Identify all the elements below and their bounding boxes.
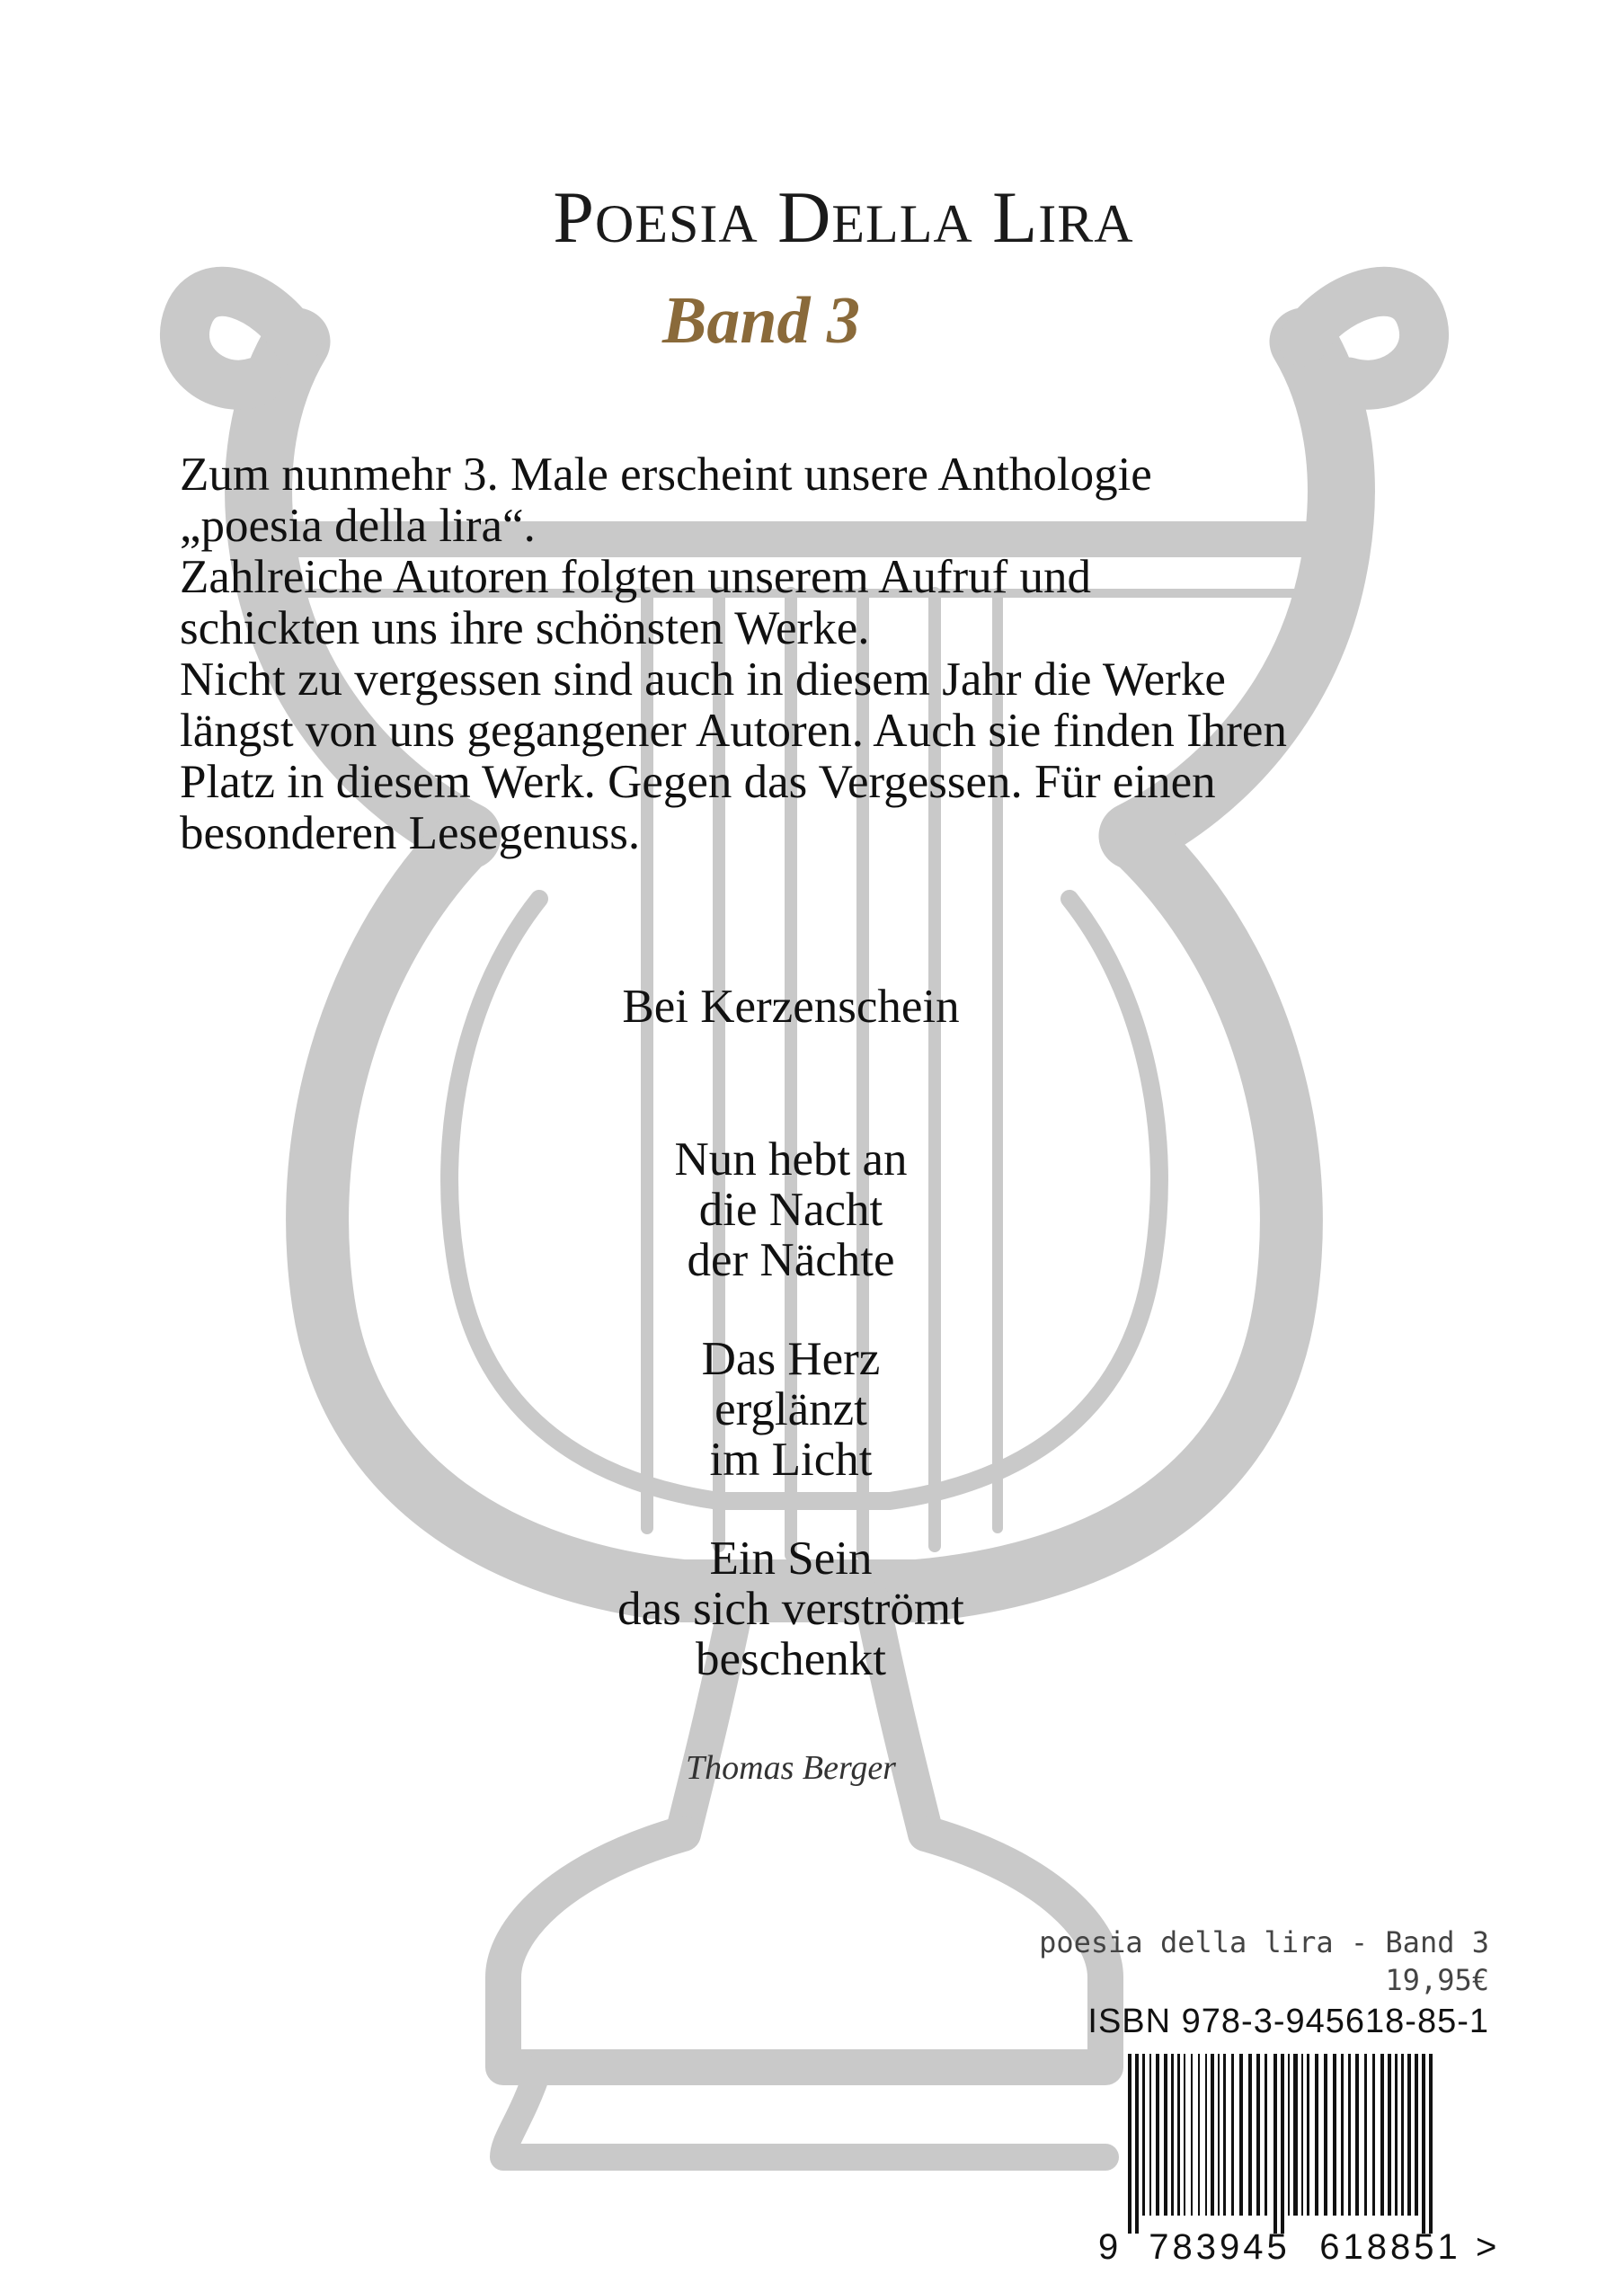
poem-line: Ein Sein bbox=[709, 1532, 873, 1585]
barcode-bar bbox=[1256, 2054, 1260, 2216]
barcode-bar bbox=[1301, 2054, 1303, 2216]
poem-author: Thomas Berger bbox=[686, 1749, 896, 1787]
title-word-2: DELLA bbox=[777, 176, 973, 258]
series-label: poesia della lira - Band 3 bbox=[1039, 1925, 1489, 1959]
barcode-bar bbox=[1364, 2054, 1367, 2216]
barcode-bar bbox=[1164, 2054, 1167, 2216]
poem-line: das sich verströmt bbox=[617, 1583, 964, 1635]
poem-line: die Nacht bbox=[698, 1184, 883, 1236]
barcode-bar bbox=[1265, 2054, 1267, 2216]
intro-line: längst von uns gegangener Autoren. Auch sie finden Ihren bbox=[180, 705, 1287, 757]
barcode-left-digits: 783945 bbox=[1149, 2227, 1291, 2267]
poem-stanza-2 bbox=[0, 1334, 1582, 1485]
price-label: 19,95€ bbox=[1385, 1963, 1489, 1997]
barcode-bar bbox=[1184, 2054, 1185, 2216]
intro-line: Nicht zu vergessen sind auch in diesem Jahr die Werke bbox=[180, 653, 1226, 706]
barcode-bar bbox=[1341, 2054, 1344, 2216]
barcode-bar bbox=[1205, 2054, 1207, 2216]
barcode-bar bbox=[1142, 2054, 1145, 2216]
poem-line: der Nächte bbox=[687, 1234, 895, 1286]
barcode-bar bbox=[1191, 2054, 1193, 2216]
poem-line: beschenkt bbox=[696, 1633, 886, 1685]
barcode-bar bbox=[1231, 2054, 1234, 2216]
barcode bbox=[1128, 2054, 1496, 2234]
barcode-bar bbox=[1198, 2054, 1200, 2216]
barcode-end-marker: > bbox=[1476, 2227, 1497, 2267]
intro-line: Zahlreiche Autoren folgten unserem Aufruf und bbox=[180, 551, 1092, 603]
poem-stanza-3 bbox=[0, 1533, 1582, 1684]
barcode-first-digit: 9 bbox=[1098, 2227, 1119, 2267]
barcode-bar bbox=[1380, 2054, 1384, 2216]
poem-line: Nun hebt an bbox=[674, 1133, 908, 1186]
barcode-bar bbox=[1218, 2054, 1220, 2216]
barcode-bar bbox=[1281, 2054, 1284, 2234]
barcode-bar bbox=[1333, 2054, 1336, 2216]
barcode-bar bbox=[1239, 2054, 1243, 2216]
barcode-bar bbox=[1315, 2054, 1318, 2216]
barcode-bar bbox=[1128, 2054, 1131, 2234]
footer-info bbox=[1039, 1923, 1489, 1999]
barcode-bar bbox=[1395, 2054, 1398, 2216]
volume-subtitle: Band 3 bbox=[662, 284, 861, 358]
barcode-bar bbox=[1401, 2054, 1404, 2216]
book-title bbox=[0, 175, 1624, 260]
barcode-bar bbox=[1288, 2054, 1290, 2216]
barcode-bar bbox=[1223, 2054, 1226, 2216]
barcode-bar bbox=[1135, 2054, 1139, 2234]
intro-line: Zum nunmehr 3. Male erscheint unsere Anthologie bbox=[180, 449, 1152, 501]
poem-line: erglänzt bbox=[714, 1383, 867, 1435]
barcode-bar bbox=[1372, 2054, 1375, 2216]
barcode-bar bbox=[1248, 2054, 1252, 2216]
poem-line: Das Herz bbox=[701, 1333, 881, 1385]
poem-line: im Licht bbox=[709, 1434, 873, 1486]
barcode-bar bbox=[1429, 2054, 1433, 2234]
barcode-bar bbox=[1407, 2054, 1411, 2216]
barcode-bar bbox=[1293, 2054, 1298, 2216]
poem-stanza-1 bbox=[0, 1134, 1582, 1285]
title-word-1: POESIA bbox=[553, 176, 759, 258]
barcode-bar bbox=[1415, 2054, 1418, 2216]
title-word-3: LIRA bbox=[992, 176, 1134, 258]
barcode-bar bbox=[1355, 2054, 1359, 2216]
barcode-bar bbox=[1149, 2054, 1151, 2216]
barcode-right-digits: 618851 bbox=[1319, 2227, 1461, 2267]
intro-line: schickten uns ihre schönsten Werke. bbox=[180, 602, 870, 654]
intro-line: „poesia della lira“. bbox=[180, 500, 536, 552]
barcode-bar bbox=[1348, 2054, 1351, 2216]
barcode-bar bbox=[1422, 2054, 1425, 2234]
barcode-bar bbox=[1177, 2054, 1180, 2216]
barcode-bar bbox=[1211, 2054, 1214, 2216]
barcode-bar bbox=[1388, 2054, 1391, 2216]
barcode-bar bbox=[1171, 2054, 1174, 2216]
intro-paragraph bbox=[180, 449, 1456, 859]
intro-line: Platz in diesem Werk. Gegen das Vergessen. Für einen bbox=[180, 756, 1216, 808]
intro-line: besonderen Lesegenuss. bbox=[180, 807, 641, 859]
barcode-bar bbox=[1273, 2054, 1277, 2234]
barcode-bar bbox=[1324, 2054, 1327, 2216]
barcode-bar bbox=[1156, 2054, 1159, 2216]
barcode-digits bbox=[1098, 2227, 1503, 2268]
isbn-label: ISBN 978-3-945618-85-1 bbox=[1087, 2003, 1489, 2040]
barcode-bar bbox=[1307, 2054, 1309, 2216]
poem-title: Bei Kerzenschein bbox=[622, 981, 960, 1033]
